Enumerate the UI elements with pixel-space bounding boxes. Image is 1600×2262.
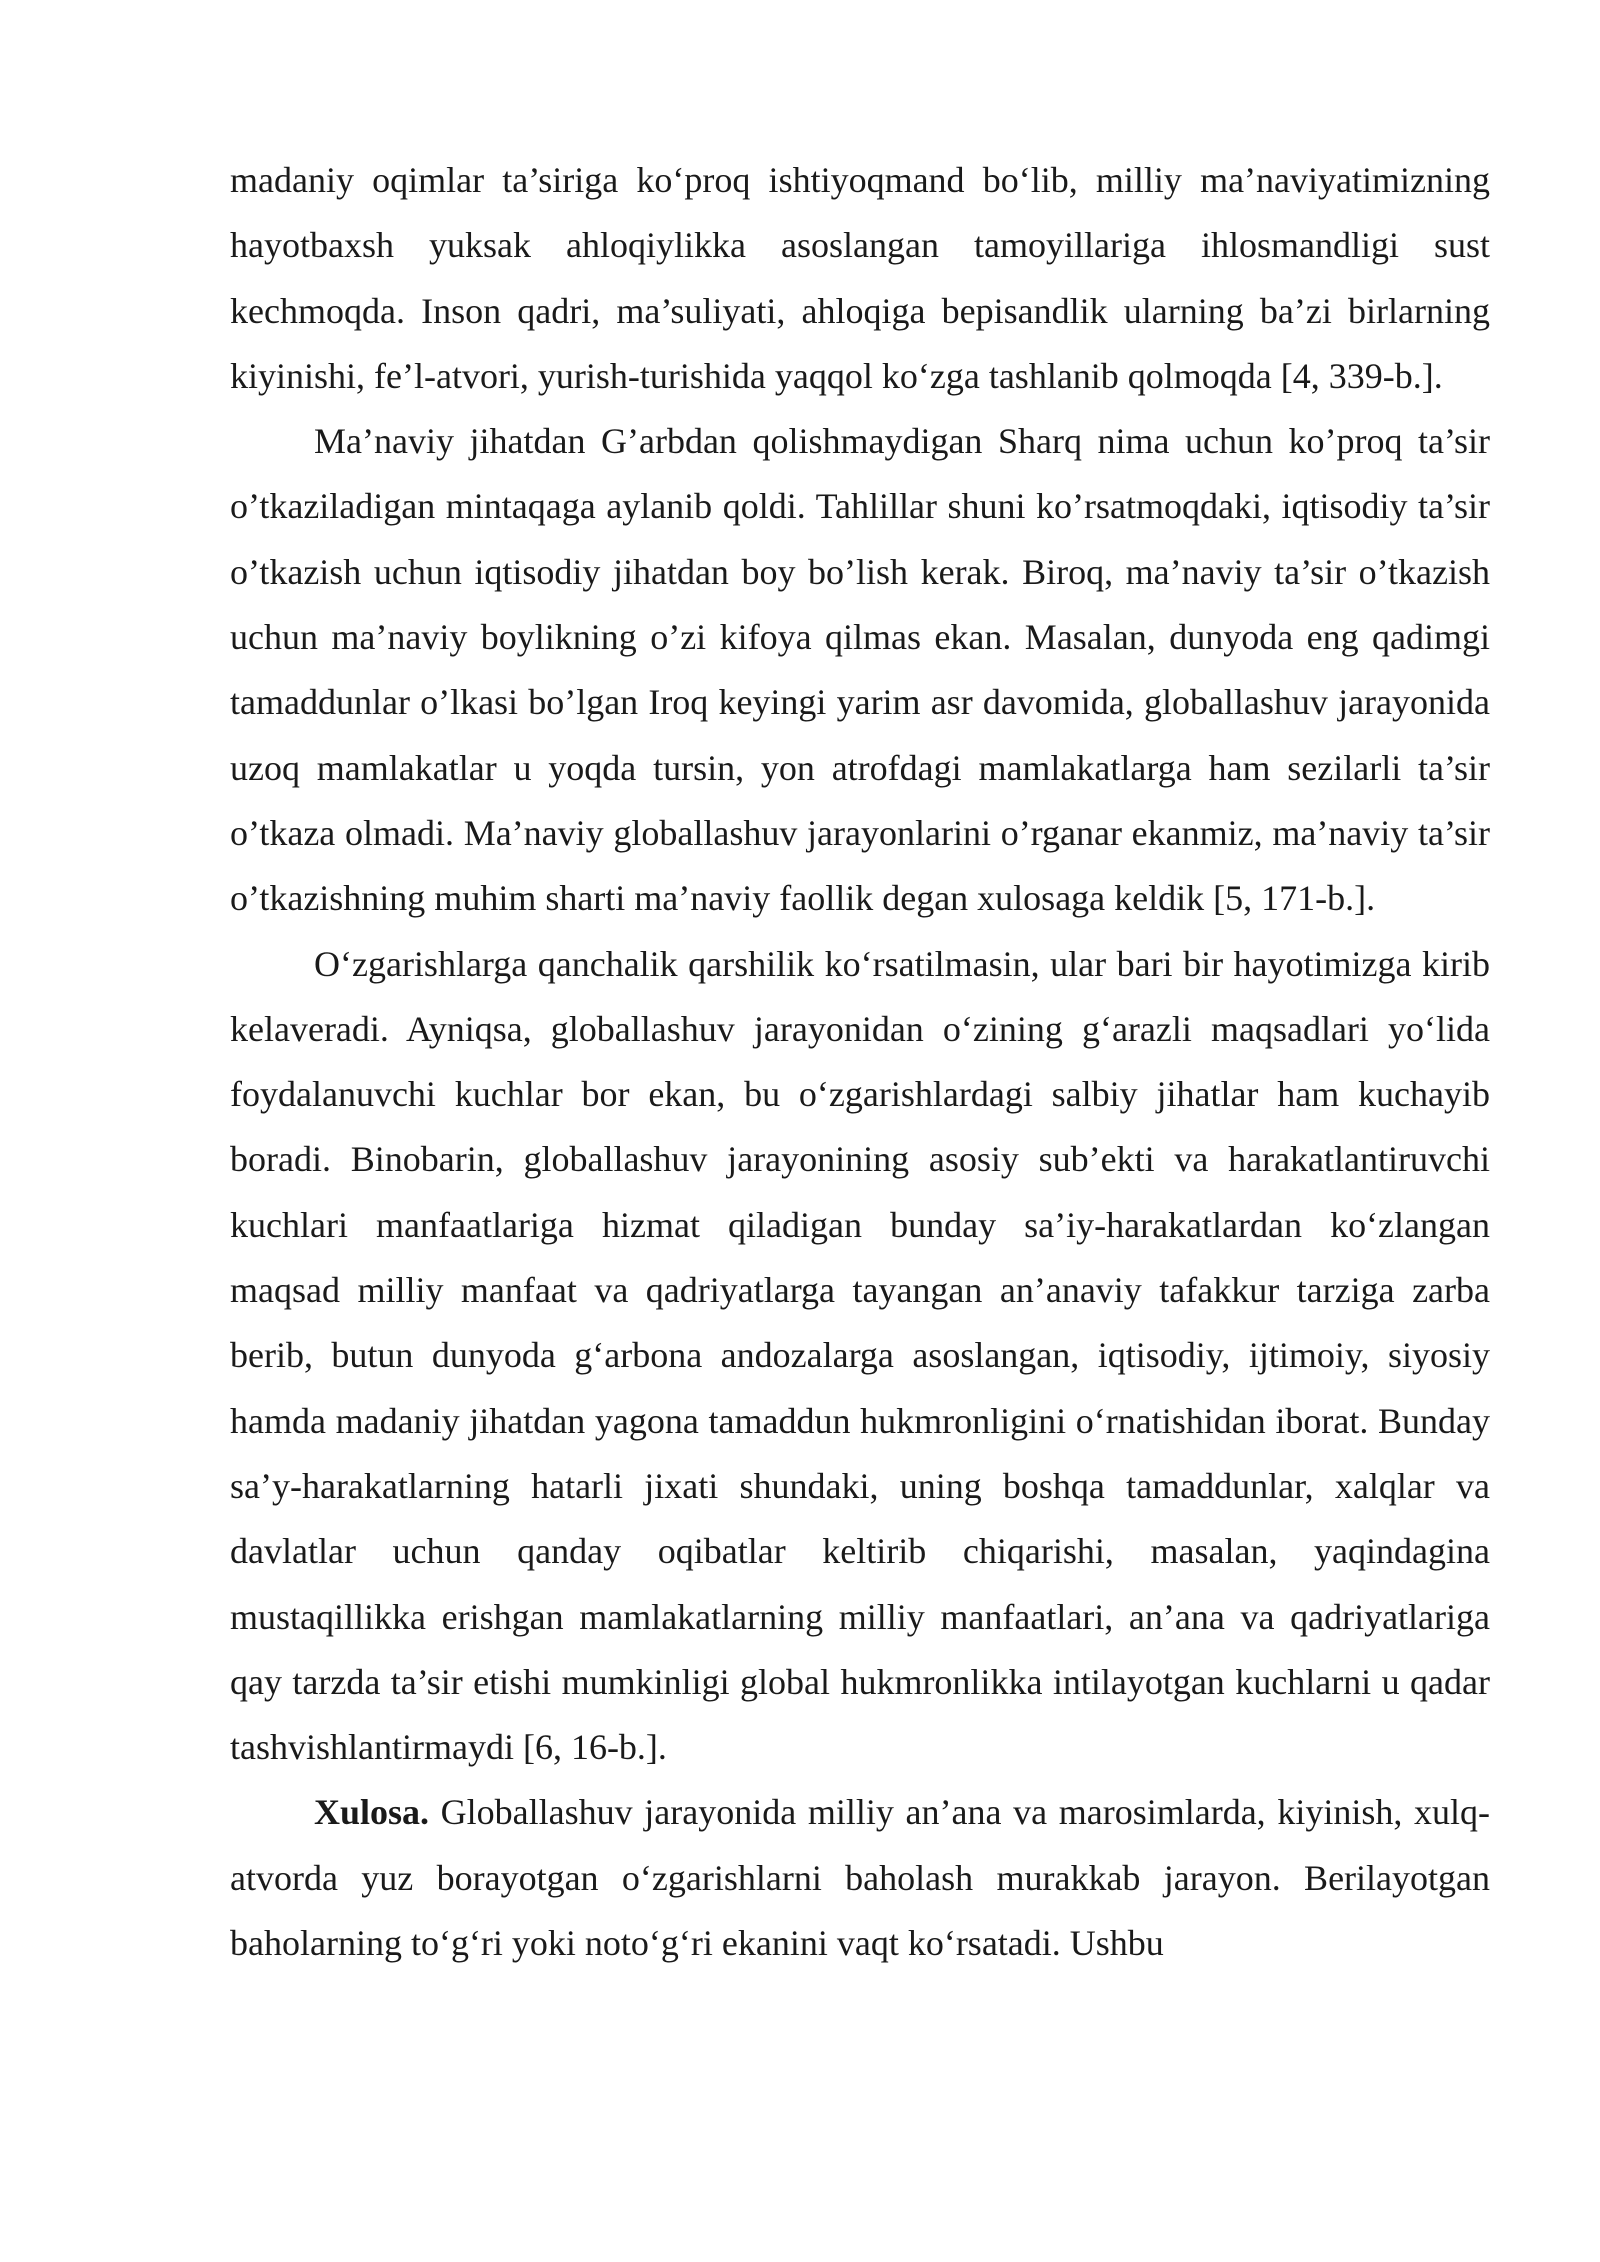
paragraph-4-text: Globallashuv jarayonida milliy an’ana va marosimlarda, kiyinish, xulq-atvorda yuz borayotgan o‘zgarishlarni baholash murakkab jarayon. Berilayotgan baholarning to‘g‘ri yoki noto‘g‘ri ekanini vaqt ko‘rsatadi. Ushbu [230,1792,1490,1964]
paragraph-3-text: O‘zgarishlarga qanchalik qarshilik ko‘rsatilmasin, ular bari bir hayotimizga kirib kelaveradi. Ayniqsa, globallashuv jarayonidan o‘zining g‘arazli maqsadlari yo‘lida foydalanuvchi kuchlar bor ekan, bu o‘zgarishlardagi salbiy jihatlar ham kuchayib boradi. Binobarin, globallashuv jarayonining asosiy sub’ekti va harakatlantiruvchi kuchlari manfaatlariga hizmat qiladigan bunday sa’iy-harakatlardan ko‘zlangan maqsad milliy manfaat va qadriyatlarga tayangan an’anaviy tafakkur tarziga zarba berib, butun dunyoda g‘arbona andozalarga asoslangan, iqtisodiy, ijtimoiy, siyosiy hamda madaniy jihatdan yagona tamaddun hukmronligini o‘rnatishidan iborat. Bunday sa’y-harakatlarning hatarli jixati shundaki, uning boshqa tamaddunlar, xalqlar va davlatlar uchun qanday oqibatlar keltirib chiqarishi, masalan, yaqindagina mustaqillikka erishgan mamlakatlarning milliy manfaatlari, an’ana va qadriyatlariga qay tarzda ta’sir etishi mumkinligi global hukmronlikka intilayotgan kuchlarni u qadar tashvishlantirmaydi [6, 16-b.]. [230,943,1490,1768]
paragraph-1 [230,148,1490,409]
paragraph-1-text: madaniy oqimlar ta’siriga ko‘proq ishtiyoqmand bo‘lib, milliy ma’naviyatimizning hayotbaxsh yuksak ahloqiylikka asoslangan tamoyillariga ihlosmandligi sust kechmoqda. Inson qadri, ma’suliyati, ahloqiga bepisandlik ularning ba’zi birlarning kiyinishi, fe’l-atvori, yurish-turishida yaqqol ko‘zga tashlanib qolmoqda [4, 339-b.]. [230,160,1490,396]
paragraph-conclusion [230,1780,1490,1976]
conclusion-heading: Xulosa. [314,1792,430,1833]
paragraph-2 [230,409,1490,931]
paragraph-2-text: Ma’naviy jihatdan G’arbdan qolishmaydigan Sharq nima uchun ko’proq ta’sir o’tkaziladigan mintaqaga aylanib qoldi. Tahlillar shuni ko’rsatmoqdaki, iqtisodiy ta’sir o’tkazish uchun iqtisodiy jihatdan boy bo’lish kerak. Biroq, ma’naviy ta’sir o’tkazish uchun ma’naviy boylikning o’zi kifoya qilmas ekan. Masalan, dunyoda eng qadimgi tamaddunlar o’lkasi bo’lgan Iroq keyingi yarim asr davomida, globallashuv jarayonida uzoq mamlakatlar u yoqda tursin, yon atrofdagi mamlakatlarga ham sezilarli ta’sir o’tkaza olmadi. Ma’naviy globallashuv jarayonlarini o’rganar ekanmiz, ma’naviy ta’sir o’tkazishning muhim sharti ma’naviy faollik degan xulosaga keldik [5, 171-b.]. [230,421,1490,919]
paragraph-3 [230,932,1490,1781]
document-page [230,148,1490,1976]
